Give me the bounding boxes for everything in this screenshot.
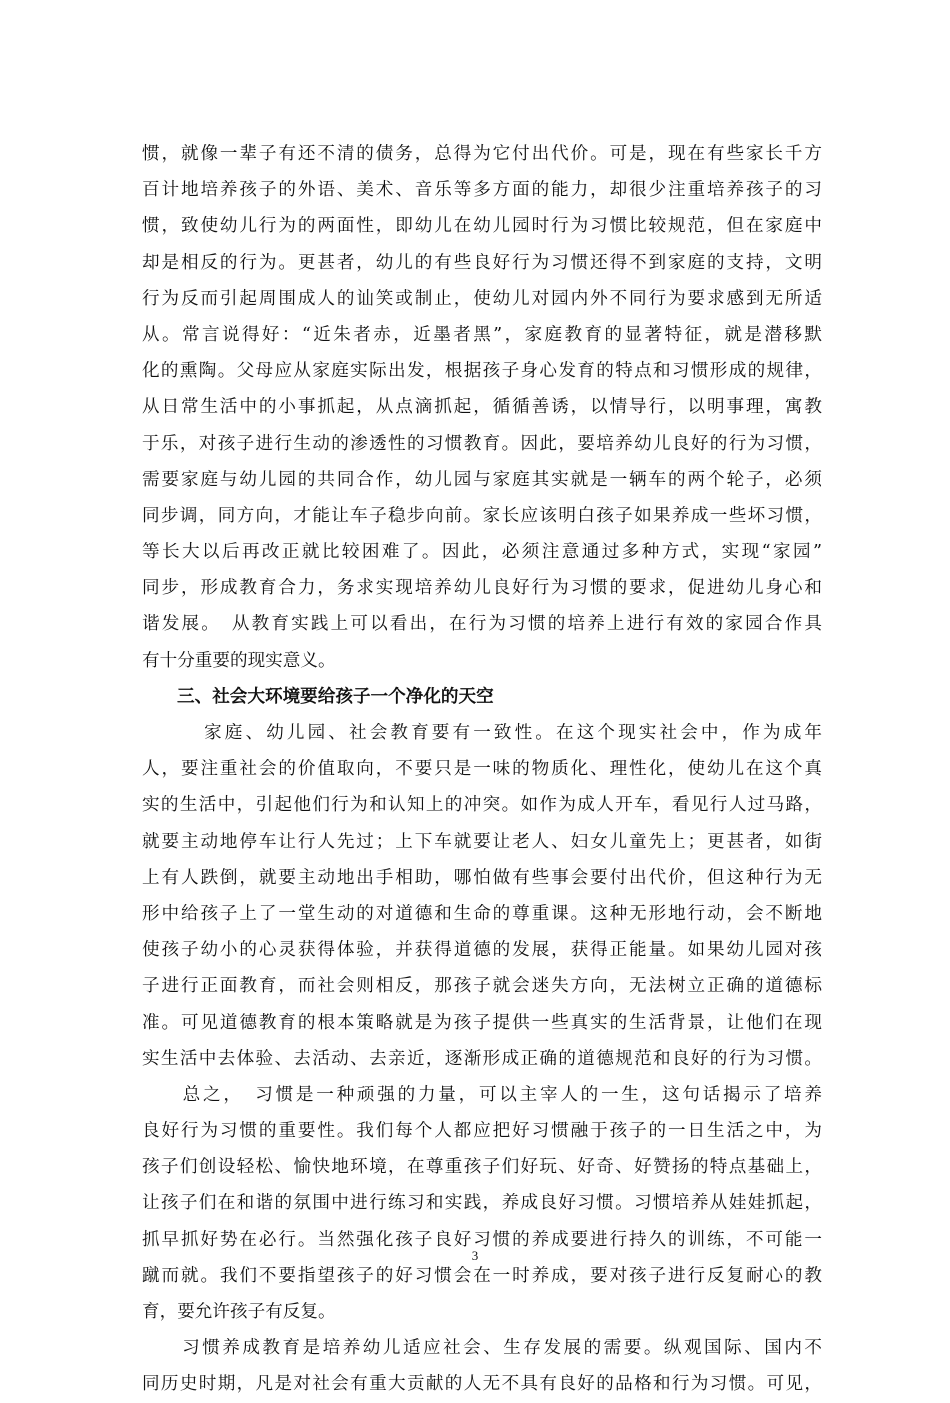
text-line: 家庭、幼儿园、社会教育要有一致性。在这个现实社会中，作为成年	[142, 723, 822, 743]
text-line: 良好行为习惯的重要性。我们每个人都应把好习惯融于孩子的一日生活之中，为	[142, 1121, 822, 1142]
text-line: 从。常言说得好：“近朱者赤，近墨者黑”，家庭教育的显著特征，就是潜移默	[142, 324, 822, 345]
text-line: 同步，形成教育合力，务求实现培养幼儿良好行为习惯的要求，促进幼儿身心和	[142, 578, 822, 599]
text-line: 同历史时期，凡是对社会有重大贡献的人无不具有良好的品格和行为习惯。可见，	[142, 1374, 822, 1395]
text-line: 于乐，对孩子进行生动的渗透性的习惯教育。因此，要培养幼儿良好的行为习惯，	[142, 433, 822, 454]
text-line: 谐发展。 从教育实践上可以看出，在行为习惯的培养上进行有效的家园合作具	[142, 614, 822, 635]
text-line: 行为反而引起周围成人的讪笑或制止，使幼儿对园内外不同行为要求感到无所适	[142, 288, 822, 309]
text-line: 总之， 习惯是一种顽强的力量，可以主宰人的一生，这句话揭示了培养	[142, 1084, 822, 1105]
text-line: 有十分重要的现实意义。	[142, 650, 336, 671]
text-line: 子进行正面教育，而社会则相反，那孩子就会迷失方向，无法树立正确的道德标	[142, 976, 822, 997]
text-line: 上有人跌倒，就要主动地出手相助，哪怕做有些事会要付出代价，但这种行为无	[142, 867, 822, 888]
text-line: 育，要允许孩子有反复。	[142, 1302, 336, 1322]
text-line: 孩子们创设轻松、愉快地环境，在尊重孩子们好玩、好奇、好赞扬的特点基础上，	[142, 1157, 822, 1178]
text-line: 化的熏陶。父母应从家庭实际出发，根据孩子身心发育的特点和习惯形成的规律，	[142, 361, 822, 382]
text-line: 使孩子幼小的心灵获得体验，并获得道德的发展，获得正能量。如果幼儿园对孩	[142, 940, 822, 961]
section-heading: 三、社会大环境要给孩子一个净化的天空	[177, 685, 494, 707]
text-line: 准。可见道德教育的根本策略就是为孩子提供一些真实的生活背景，让他们在现	[142, 1012, 822, 1033]
text-line: 百计地培养孩子的外语、美术、音乐等多方面的能力，却很少注重培养孩子的习	[142, 180, 822, 201]
paragraph-society	[142, 715, 822, 1077]
text-line: 实的生活中，引起他们行为和认知上的冲突。如作为成人开车，看见行人过马路，	[142, 795, 822, 816]
text-line: 抓早抓好势在必行。当然强化孩子良好习惯的养成要进行持久的训练，不可能一	[142, 1229, 822, 1250]
document-body	[142, 136, 822, 1403]
text-line: 就要主动地停车让行人先过；上下车就要让老人、妇女儿童先上；更甚者，如街	[142, 831, 822, 852]
paragraph-habit-education	[142, 1330, 822, 1402]
text-line: 从日常生活中的小事抓起，从点滴抓起，循循善诱，以情导行，以明事理，寓教	[142, 397, 822, 418]
text-line: 习惯养成教育是培养幼儿适应社会、生存发展的需要。纵观国际、国内不	[142, 1338, 822, 1359]
text-line: 却是相反的行为。更甚者，幼儿的有些良好行为习惯还得不到家庭的支持，文明	[142, 252, 822, 273]
paragraph-conclusion	[142, 1077, 822, 1330]
page-number: 3	[471, 1248, 479, 1263]
text-line: 实生活中去体验、去活动、去亲近，逐渐形成正确的道德规范和良好的行为习惯。	[142, 1048, 822, 1069]
text-line: 同步调，同方向，才能让车子稳步向前。家长应该明白孩子如果养成一些坏习惯，	[142, 505, 822, 526]
paragraph-home-school	[142, 136, 822, 679]
text-line: 人，要注重社会的价值取向，不要只是一味的物质化、理性化，使幼儿在这个真	[142, 759, 822, 780]
text-line: 需要家庭与幼儿园的共同合作，幼儿园与家庭其实就是一辆车的两个轮子，必须	[142, 469, 822, 490]
text-line: 蹴而就。我们不要指望孩子的好习惯会在一时养成，要对孩子进行反复耐心的教	[142, 1265, 822, 1286]
text-line: 等长大以后再改正就比较困难了。因此，必须注意通过多种方式，实现“家园”	[142, 542, 822, 563]
text-line: 惯，就像一辈子有还不清的债务，总得为它付出代价。可是，现在有些家长千方	[142, 144, 822, 164]
text-line: 惯，致使幼儿行为的两面性，即幼儿在幼儿园时行为习惯比较规范，但在家庭中	[142, 216, 822, 237]
text-line: 让孩子们在和谐的氛围中进行练习和实践，养成良好习惯。习惯培养从娃娃抓起，	[142, 1193, 822, 1214]
text-line: 形中给孩子上了一堂生动的对道德和生命的尊重课。这种无形地行动，会不断地	[142, 903, 822, 924]
